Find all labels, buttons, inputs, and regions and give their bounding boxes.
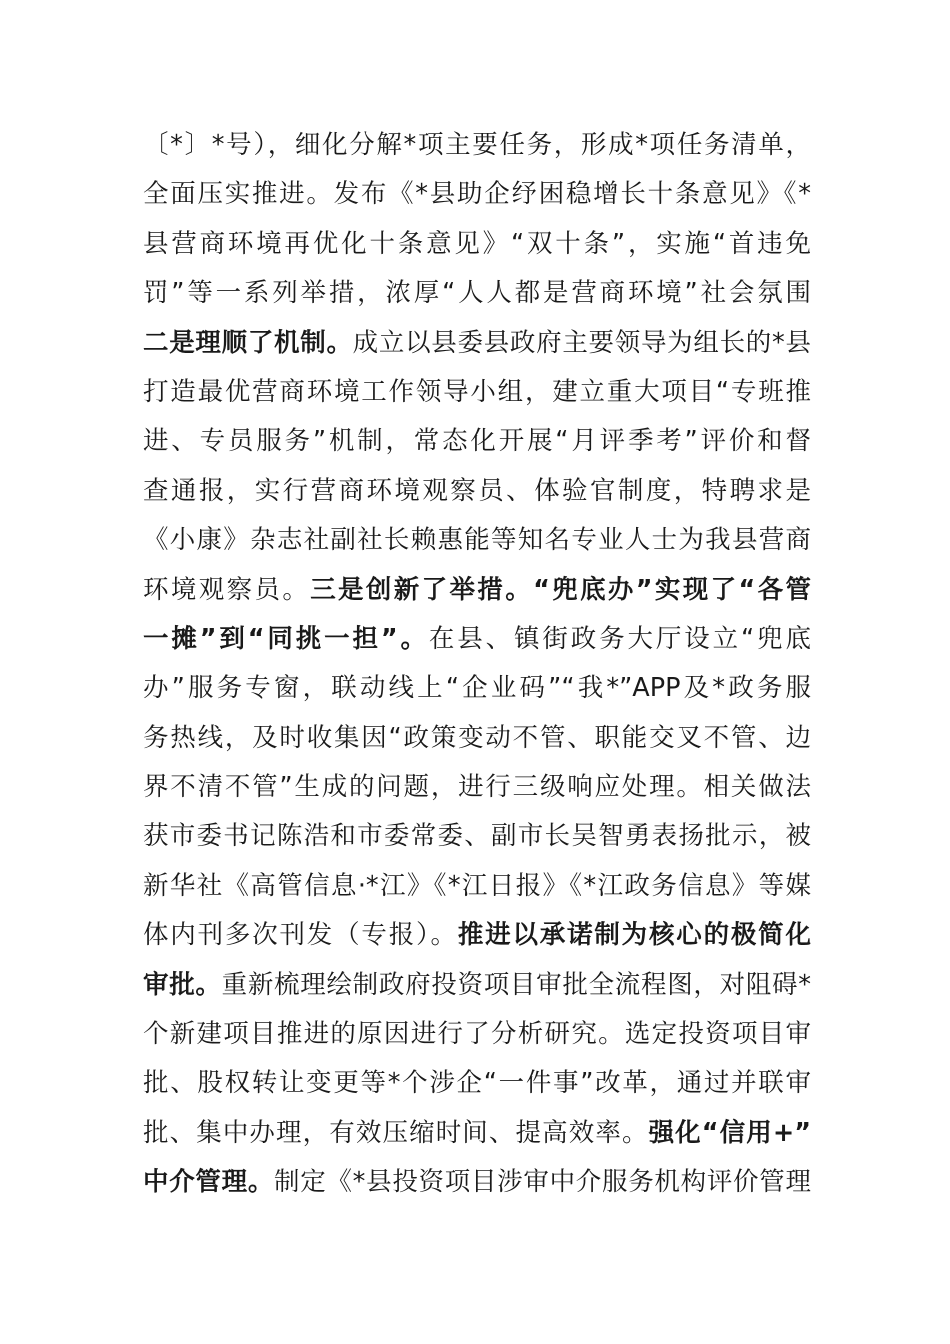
text-line (143, 467, 811, 516)
text-segment: 全面压实推进。发布《*县助企纾困稳增长十条意见》《* (143, 179, 811, 210)
text-segment: 环境观察员。 (143, 574, 311, 605)
bold-text-segment: 审批。 (143, 969, 222, 1000)
text-line (143, 812, 811, 861)
text-segment: 新华社《高管信息·*江》《*江日报》《*江政务信息》等媒 (143, 870, 811, 901)
text-segment: 罚”等一系列举措，浓厚“人人都是营商环境”社会氛围 (143, 278, 811, 309)
bold-text-segment: 推进以承诺制为核心的极简化 (457, 920, 811, 951)
text-segment: 务热线，及时收集因“政策变动不管、职能交叉不管、边 (143, 722, 811, 753)
text-segment: 《小康》杂志社副社长赖惠能等知名专业人士为我县营商 (143, 525, 811, 556)
text-line (143, 1158, 811, 1207)
bold-text-segment: 一摊”到“同挑一担”。 (143, 623, 429, 654)
text-line (143, 664, 811, 713)
text-segment: 在县、镇街政务大厅设立“兜底 (428, 623, 811, 654)
text-segment: 个新建项目推进的原因进行了分析研究。选定投资项目审 (143, 1019, 811, 1050)
text-segment: 批、集中办理，有效压缩时间、提高效率。 (143, 1117, 649, 1148)
text-segment: 制定《*县投资项目涉审中介服务机构评价管理 (274, 1167, 811, 1198)
text-line (143, 862, 811, 911)
bold-text-segment: 二是理顺了机制。 (143, 327, 353, 358)
text-line (143, 170, 811, 219)
text-segment: 进、专员服务”机制，常态化开展“月评季考”评价和督 (143, 426, 811, 457)
text-line (143, 763, 811, 812)
text-line (143, 269, 811, 318)
text-segment: 成立以县委县政府主要领导为组长的*县 (352, 327, 811, 358)
bold-text-segment: 中介管理。 (143, 1167, 275, 1198)
text-line (143, 911, 811, 960)
text-line (143, 566, 811, 615)
text-line (143, 961, 811, 1010)
text-segment: 打造最优营商环境工作领导小组，建立重大项目“专班推 (143, 376, 811, 407)
text-segment: 批、股权转让变更等*个涉企“一件事”改革，通过并联审 (143, 1068, 811, 1099)
body-text (143, 121, 811, 1208)
text-line (143, 1059, 811, 1108)
text-line (143, 516, 811, 565)
text-segment: 获市委书记陈浩和市委常委、副市长吴智勇表扬批示，被 (143, 821, 811, 852)
text-line (143, 368, 811, 417)
text-segment: 查通报，实行营商环境观察员、体验官制度，特聘求是 (143, 475, 811, 506)
text-segment: 重新梳理绘制政府投资项目审批全流程图，对阻碍* (221, 969, 811, 1000)
text-segment: 体内刊多次刊发（专报）。 (143, 920, 458, 951)
text-line (143, 121, 811, 170)
text-line (143, 615, 811, 664)
text-line (143, 1109, 811, 1158)
text-line (143, 1010, 811, 1059)
text-segment: 界不清不管”生成的问题，进行三级响应处理。相关做法 (143, 772, 811, 803)
bold-text-segment: 三是创新了举措。“兜底办”实现了“各管 (310, 574, 811, 605)
text-line (143, 220, 811, 269)
text-segment: 办”服务专窗，联动线上“企业码”“我*”APP及*政务服 (143, 673, 811, 704)
bold-text-segment: 强化“信用+” (648, 1117, 811, 1148)
text-line (143, 417, 811, 466)
text-segment: 〔*〕*号），细化分解*项主要任务，形成*项任务清单， (143, 130, 811, 160)
text-segment: 县营商环境再优化十条意见》“双十条”，实施“首违免 (143, 228, 811, 259)
text-line (143, 319, 811, 368)
text-line (143, 714, 811, 763)
